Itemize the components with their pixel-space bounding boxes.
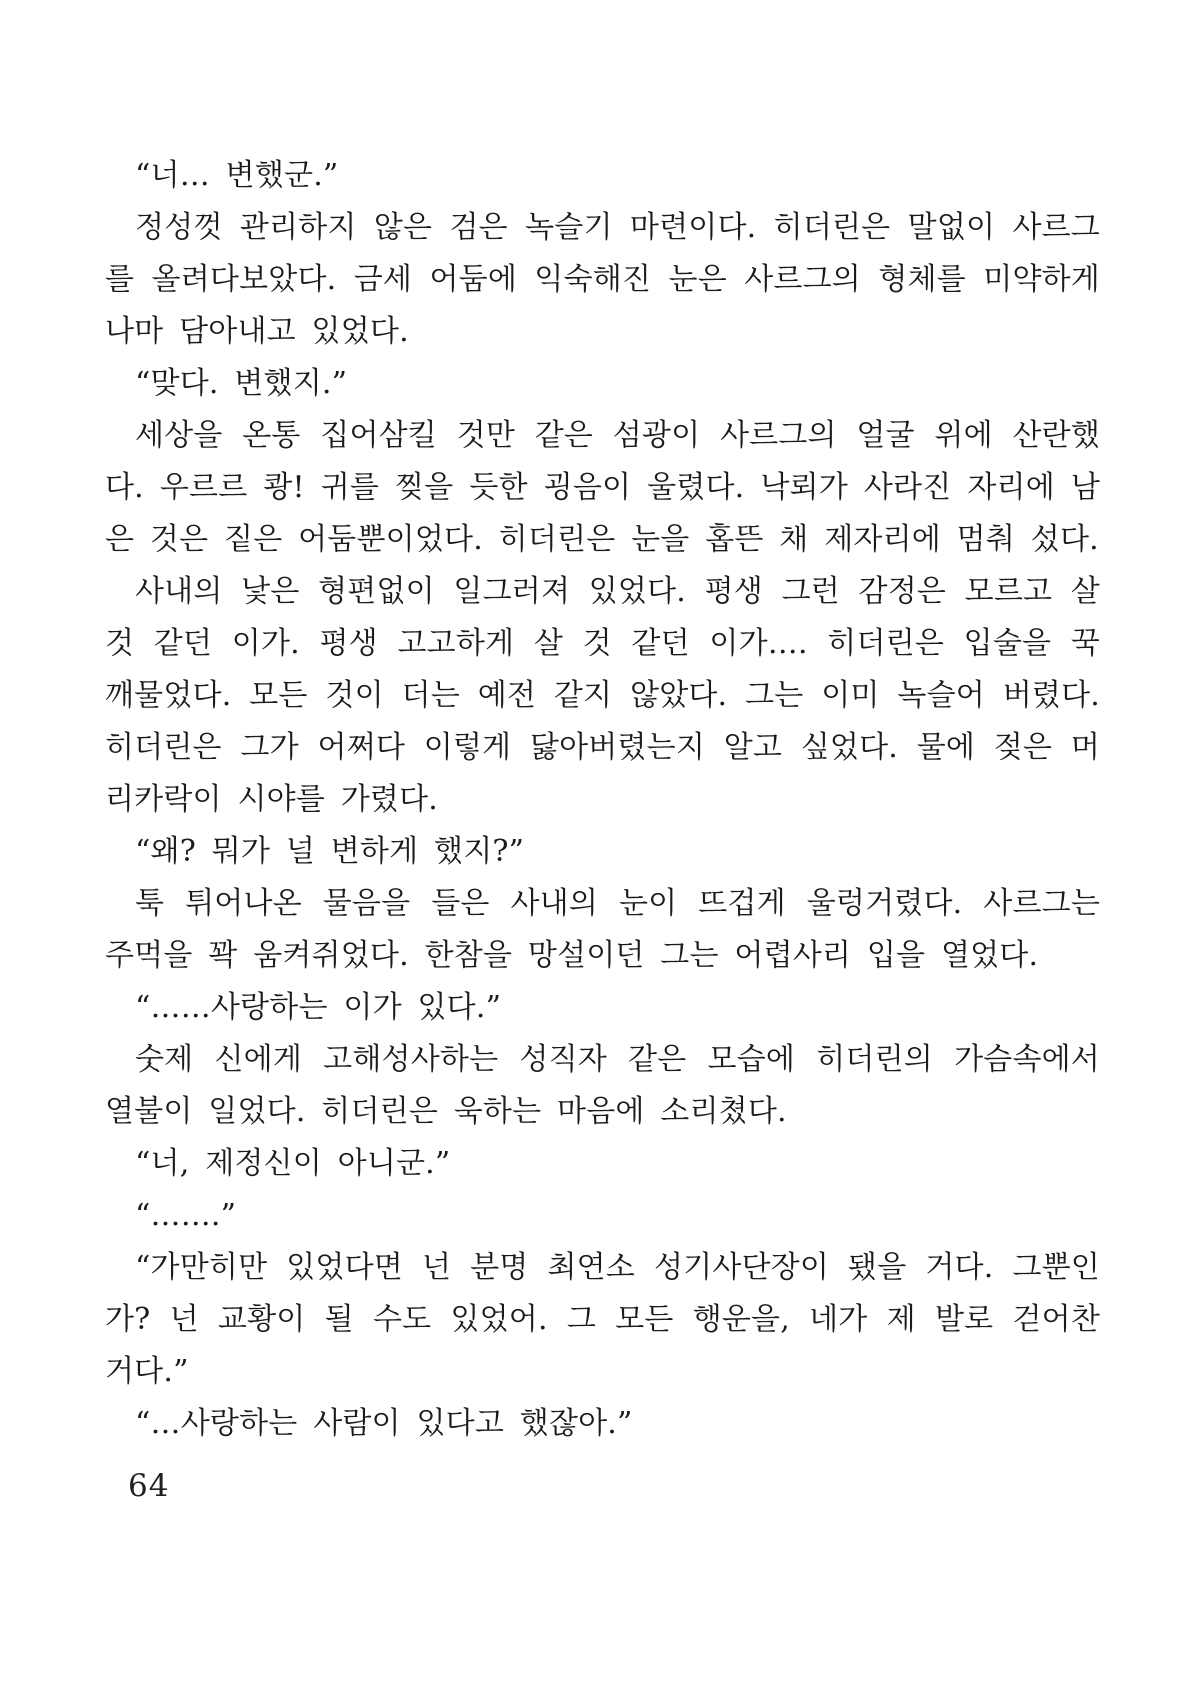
paragraph: “…….” xyxy=(135,1198,237,1233)
paragraph: 정성껏 관리하지 않은 검은 녹슬기 마련이다. 히더린은 말없이 사르그를 올려다보았다. 금세 어둠에 익숙해진 눈은 사르그의 형체를 미약하게나마 담아내고 있었다. xyxy=(105,210,1100,349)
paragraph: “맞다. 변했지.” xyxy=(135,366,348,401)
paragraph: 세상을 온통 집어삼킬 것만 같은 섬광이 사르그의 얼굴 위에 산란했다. 우르르 쾅! 귀를 찢을 듯한 굉음이 울렸다. 낙뢰가 사라진 자리에 남은 것은 짙은 어둠뿐이었다. 히더린은 눈을 홉뜬 채 제자리에 멈춰 섰다. xyxy=(105,418,1100,557)
page-number: 64 xyxy=(128,1468,170,1504)
paragraph: “왜? 뭐가 널 변하게 했지?” xyxy=(135,834,525,869)
paragraph: 숫제 신에게 고해성사하는 성직자 같은 모습에 히더린의 가슴속에서 열불이 일었다. 히더린은 욱하는 마음에 소리쳤다. xyxy=(105,1042,1100,1129)
paragraph: “너… 변했군.” xyxy=(135,158,339,193)
paragraph: “……사랑하는 이가 있다.” xyxy=(135,990,502,1025)
paragraph: “…사랑하는 사람이 있다고 했잖아.” xyxy=(135,1406,633,1441)
paragraph: 사내의 낯은 형편없이 일그러져 있었다. 평생 그런 감정은 모르고 살 것 같던 이가. 평생 고고하게 살 것 같던 이가…. 히더린은 입술을 꾹 깨물었다. 모든 것이 더는 예전 같지 않았다. 그는 이미 녹슬어 버렸다. 히더린은 그가 어쩌다 이렇게 닳아버렸는지 알고 싶었다. 물에 젖은 머리카락이 시야를 가렸다. xyxy=(105,574,1100,817)
text-block xyxy=(105,150,1100,1450)
paragraph: “가만히만 있었다면 넌 분명 최연소 성기사단장이 됐을 거다. 그뿐인가? 넌 교황이 될 수도 있었어. 그 모든 행운을, 네가 제 발로 걷어찬 거다.” xyxy=(105,1250,1100,1389)
paragraph: 툭 튀어나온 물음을 들은 사내의 눈이 뜨겁게 울렁거렸다. 사르그는 주먹을 꽉 움켜쥐었다. 한참을 망설이던 그는 어렵사리 입을 열었다. xyxy=(105,886,1100,973)
paragraph: “너, 제정신이 아니군.” xyxy=(135,1146,451,1181)
